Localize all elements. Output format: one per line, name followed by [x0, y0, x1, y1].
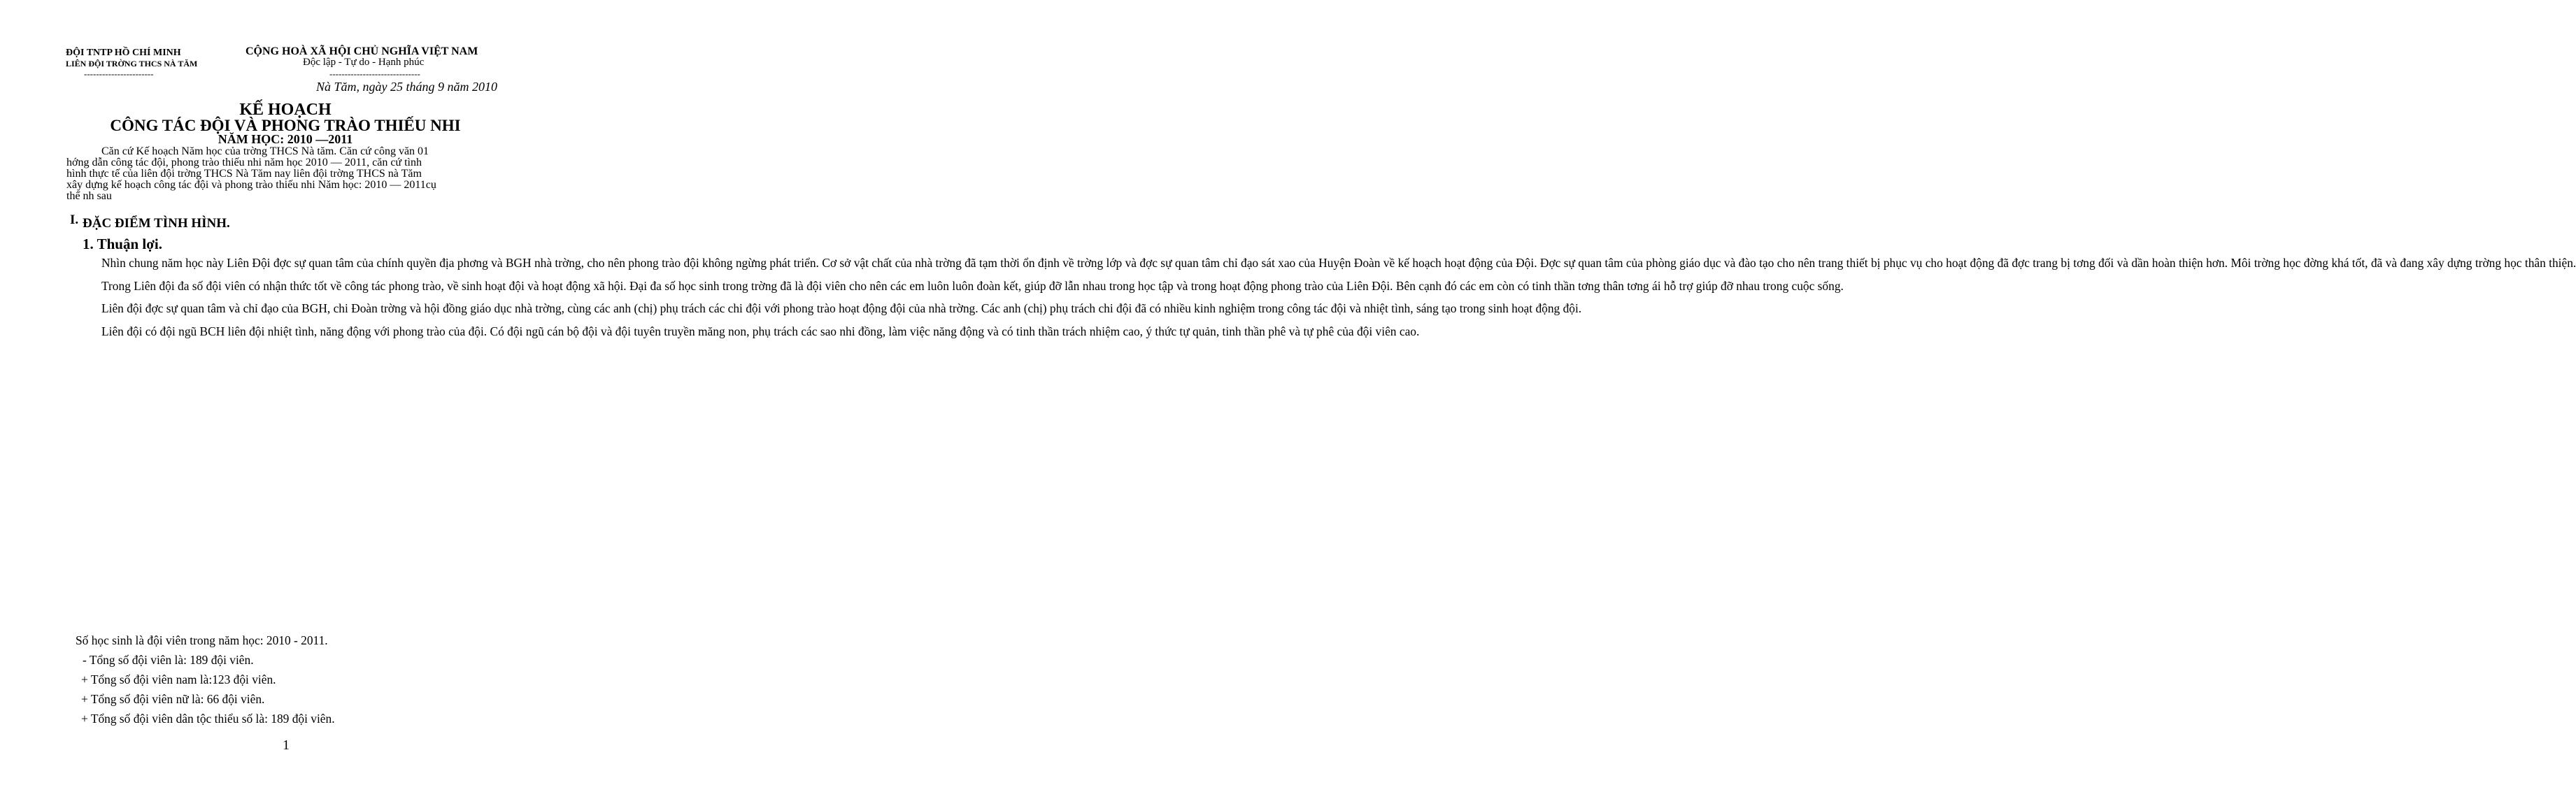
intro-line: thể nh sau [66, 190, 112, 202]
right-divider: ------------------------------ [329, 69, 420, 79]
list-item: + Tổng số đội viên nữ là: 66 đội viên. [81, 692, 265, 706]
country-name: CỘNG HOÀ XÃ HỘI CHỦ NGHĨA VIỆT NAM [245, 45, 478, 57]
list-item: + Tổng số đội viên nam là:123 đội viên. [81, 672, 276, 686]
paragraph: Liên đội đợc sự quan tâm và chỉ đạo của BGH, chi Đoàn trờng và hội đồng giáo dục nhà trờng, cùng các anh (chị) phụ trách các chi đội với phong trào hoạt động đội của nhà trờng. Các anh (chị) phụ trách chi đội đã có nhiều kinh nghiệm trong công tác đội và nhiệt tình, sáng tạo trong sinh hoạt động đội. [101, 301, 1582, 315]
doc-subtitle: CÔNG TÁC ĐỘI VÀ PHONG TRÀO THIẾU NHI [110, 117, 461, 134]
paragraph: Liên đội có đội ngũ BCH liên đội nhiệt tình, năng động với phong trào của đội. Có đội ngũ cán bộ đội và đội tuyên truyền măng non, phụ trách các sao nhi đồng, làm việc năng động và có tinh thần trách nhiệm cao, ý thức tự quản, tinh thần phê và tự phê của đội viên cao. [101, 324, 1420, 338]
list-item: - Tổng số đội viên là: 189 đội viên. [83, 653, 254, 667]
body-text [66, 253, 2576, 341]
date-line: Nà Tăm, ngày 25 tháng 9 năm 2010 [316, 80, 498, 94]
section-number: I. [70, 213, 79, 227]
school-year: NĂM HỌC: 2010 —2011 [218, 132, 353, 146]
paragraph: Nhìn chung năm học này Liên Đội đợc sự quan tâm của chính quyền địa phơng và BGH nhà trờng, cho nên phong trào đội không ngừng phát triển. Cơ sở vật chất của nhà trờng đã tạm thời ổn định về trờng lớp và đợc sự quan tâm chỉ đạo sát xao của Huyện Đoàn về kế hoạch hoạt động của Đội. Đợc sự quan tâm của phòng giáo dục và đào tạo cho nên trang thiết bị phục vụ cho hoạt động đã đợc trang bị tơng đối và dần hoàn thiện hơn. Môi trờng học đờng khá tốt, đã và đang xây dựng trờng học thân thiện. [101, 256, 2576, 270]
intro-line: Căn cứ Kế hoạch Năm học của trờng THCS Nà tăm. Căn cứ công văn 01 [101, 145, 429, 157]
intro-line: hớng dẫn công tác đội, phong trào thiếu nhi năm học 2010 — 2011, căn cứ tình [66, 157, 422, 168]
section-title: ĐẶC ĐIỂM TÌNH HÌNH. [83, 216, 230, 231]
doc-title: KẾ HOẠCH [239, 101, 332, 119]
subsection-title: 1. Thuận lợi. [83, 236, 162, 252]
motto: Độc lập - Tự do - Hạnh phúc [303, 57, 425, 68]
school-name: LIÊN ĐỘI TRỜNG THCS NÀ TĂM [66, 59, 198, 69]
intro-paragraph [66, 146, 514, 202]
intro-line: xây dựng kế hoạch công tác đội và phong trào thiếu nhi Năm học: 2010 — 2011cụ [66, 179, 436, 191]
stats-intro: Số học sinh là đội viên trong năm học: 2010 - 2011. [76, 633, 328, 647]
stats-list [76, 631, 335, 728]
org-name: ĐỘI TNTP HỒ CHÍ MINH [66, 48, 181, 58]
left-divider: ----------------------- [84, 69, 154, 79]
intro-line: hình thực tế của liên đội trờng THCS Nà Tăm nay liên đội trờng THCS nà Tăm [66, 168, 422, 180]
list-item: + Tổng số đội viên dân tộc thiểu số là: 189 đội viên. [81, 712, 335, 726]
page-number: 1 [283, 737, 290, 753]
paragraph: Trong Liên đội đa số đội viên có nhận thức tốt về công tác phong trào, về sinh hoạt đội và hoạt động xã hội. Đại đa số học sinh trong trờng đã là đội viên cho nên các em luôn luôn đoàn kết, giúp đỡ lẫn nhau trong học tập và trong hoạt động phong trào của Liên Đội. Bên cạnh đó các em còn có tinh thần tơng thân tơng ái hỗ trợ giúp đỡ nhau trong cuộc sống. [101, 278, 1844, 293]
